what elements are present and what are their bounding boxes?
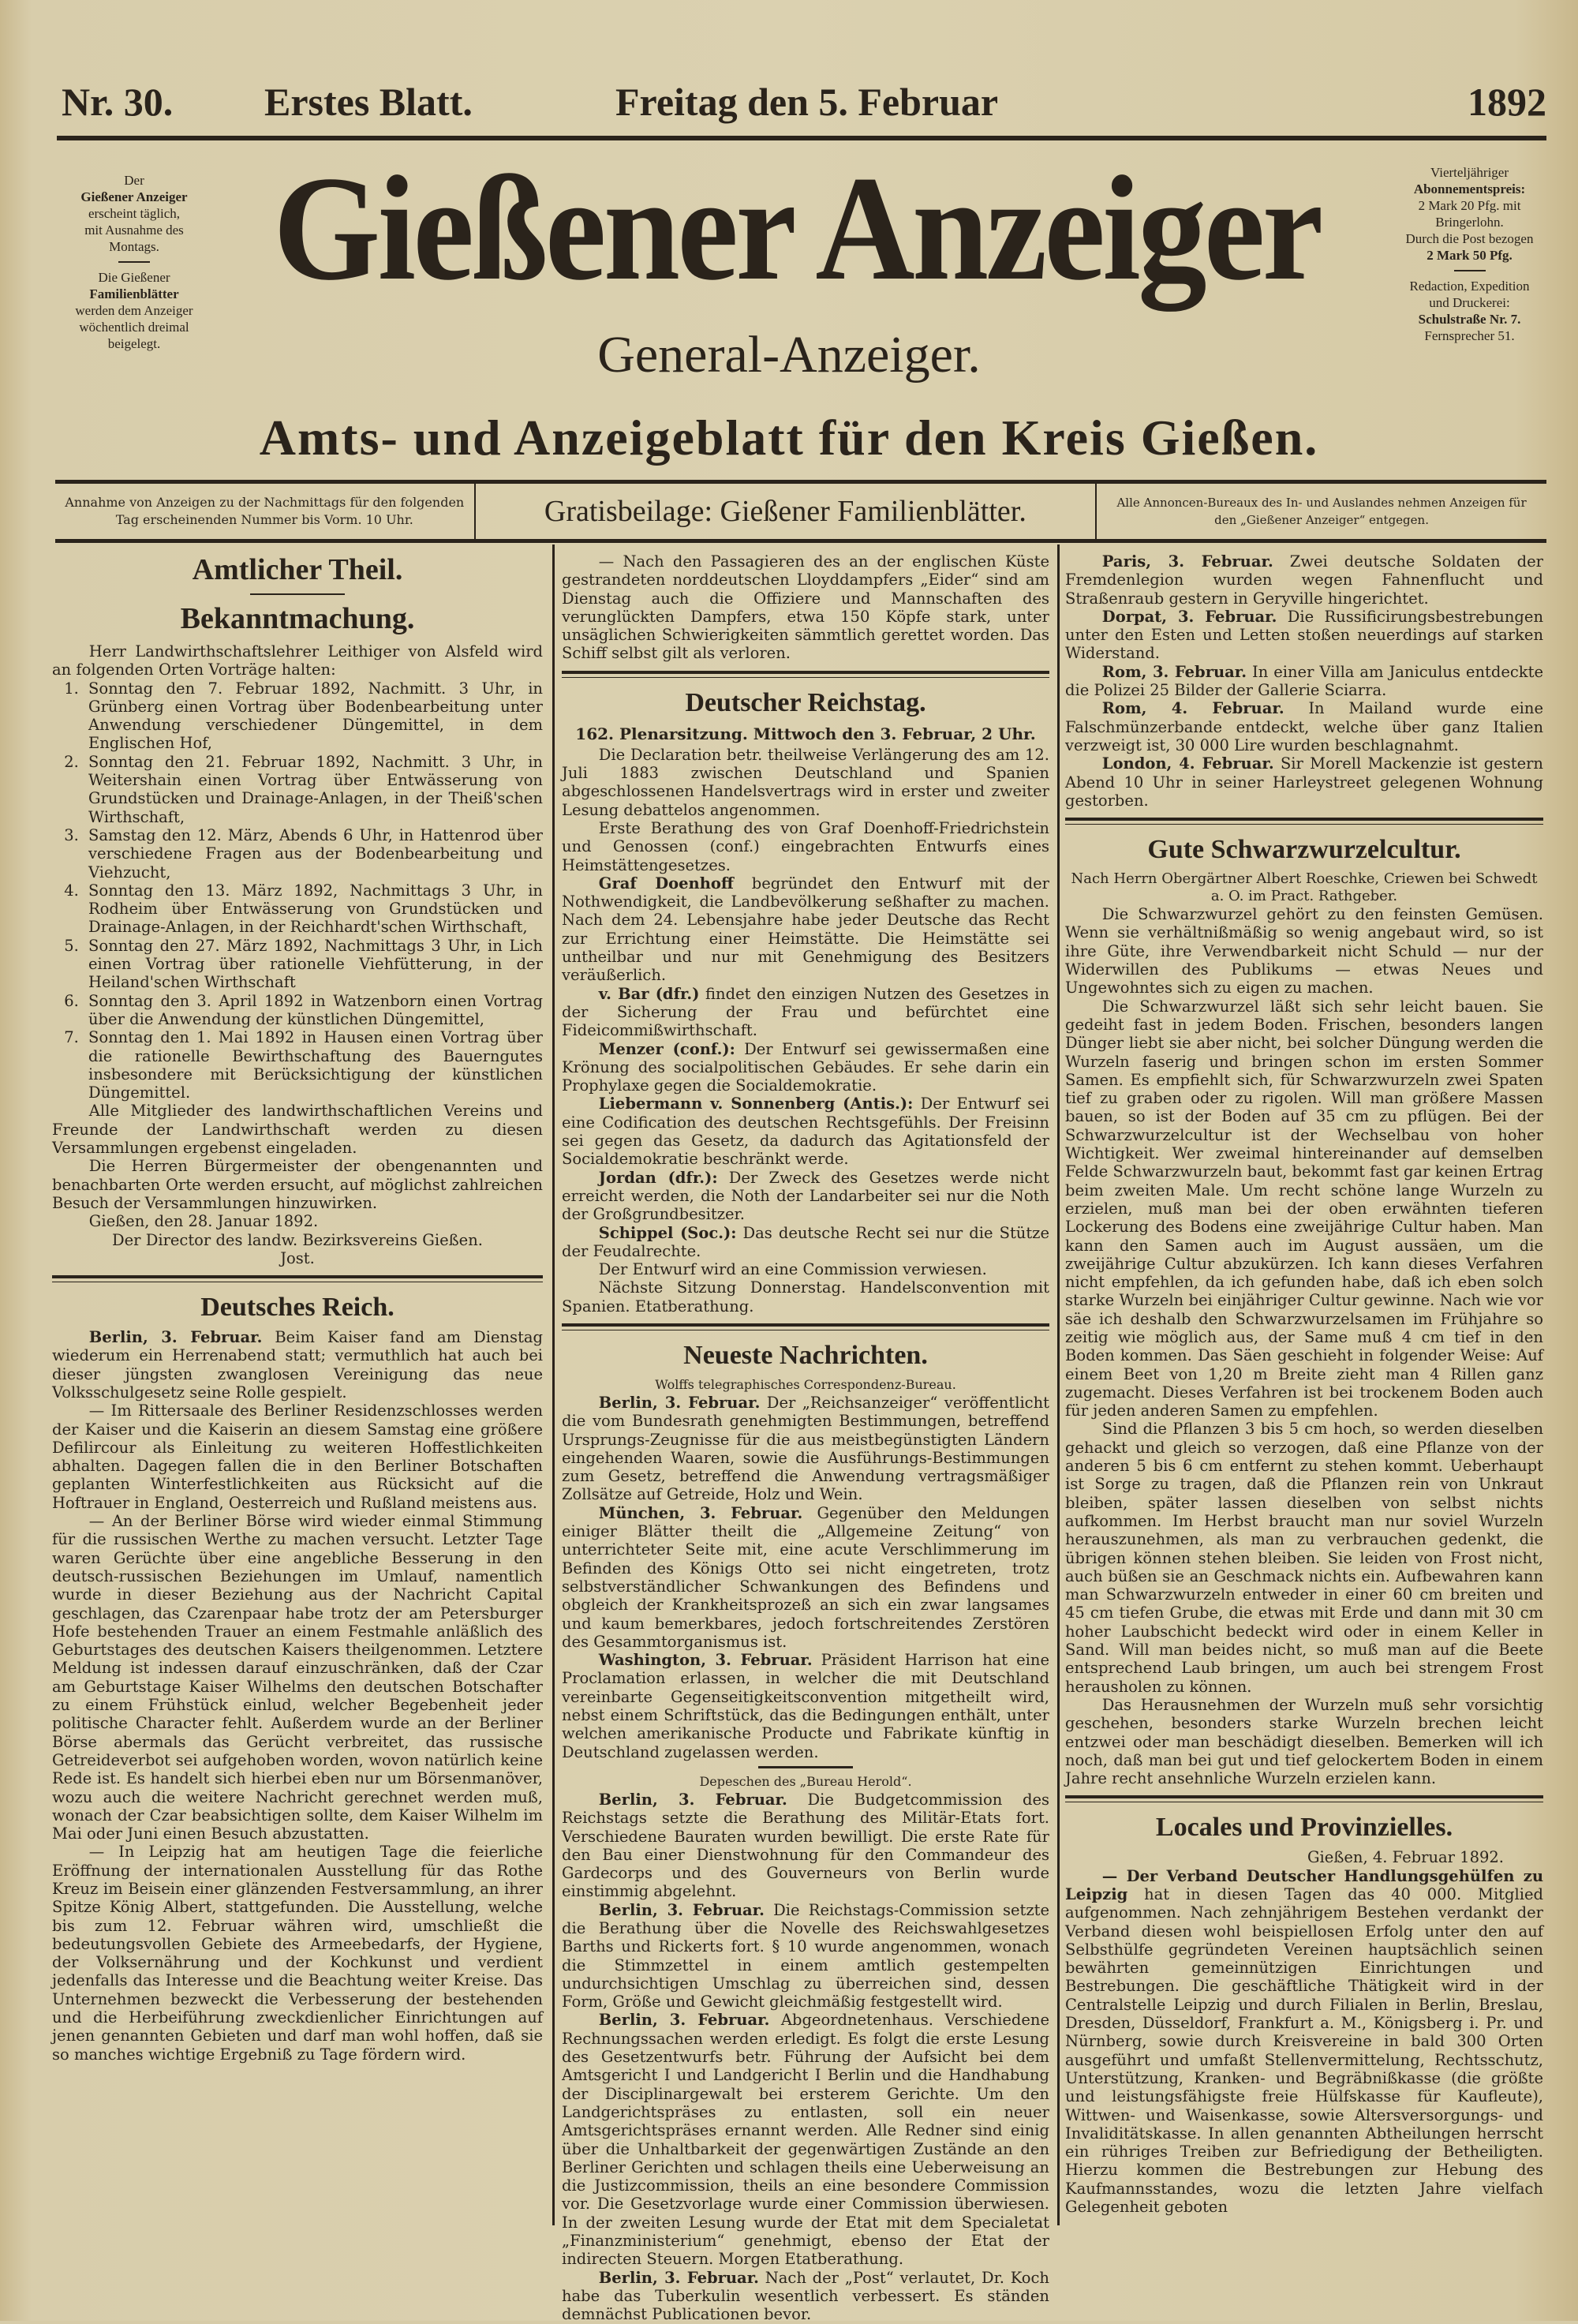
session-line: 162. Plenarsitzung. Mittwoch den 3. Februar, 2 Uhr. (575, 724, 1036, 743)
article: Erste Berathung des von Graf Doenhoff-Friedrichstein und Genossen (conf.) eingebrachten Entwurfs eines Heimstättengesetzes. (562, 818, 1049, 874)
dateline: Rom, 3. Februar. (1101, 662, 1247, 681)
notice-bar (55, 480, 1546, 543)
list-item: 6. Sonntag den 3. April 1892 in Watzenborn einen Vortrag über die Anwendung der künstlichen Düngemittel, (84, 992, 543, 1029)
info-line: Abonnementspreis: (1413, 182, 1526, 196)
speaker: v. Bar (dfr.) (598, 984, 700, 1003)
notice-ad-deadline: Annahme von Anzeigen zu der Nachmittags für den folgenden Tag erscheinenden Nummer bis Vorm. 10 Uhr. (55, 484, 476, 539)
dateline: Berlin, 3. Februar. (598, 2268, 759, 2287)
article (1065, 552, 1543, 608)
dateline: Berlin, 3. Februar. (598, 1393, 761, 1412)
newspaper-tagline: Amts- und Anzeigeblatt für den Kreis Gießen. (259, 410, 1319, 466)
right-info-box (1389, 164, 1550, 344)
article: — Nach den Passagieren des an der englischen Küste gestrandeten norddeutschen Lloyddampfers „Eider“ sind am Dienstag auch die Offiziere und Mannschaften des verunglückten Dampfers, etwa 150 Köpfe stark, unter unsäglichen Schwierigkeiten sämmtlich gerettet worden. Das Schiff selbst gilt als verloren. (562, 552, 1049, 663)
speaker: Schippel (Soc.): (598, 1223, 737, 1242)
article-text: Das deutsche Recht sei nur die Stütze der Feudalrechte. (562, 1223, 1049, 1260)
article (562, 985, 1049, 1040)
column-divider (552, 545, 555, 2225)
article: — An der Berliner Börse wird wieder einmal Stimmung für die russischen Werthe zu machen versucht. Letzter Tage waren Gerüchte über eine angebliche Besserung in den deutsch-russischen Beziehungen im Umlauf, namentlich wurde in dieser Beziehung aus der Nachricht Capital geschlagen, das Czarenpaar habe trotz der am Petersburger Hofe bestehenden Trauer an einem Festmahle anläßlich des Geburtstages des deutschen Kaisers theilgenommen. Letztere Meldung ist indessen darauf einzuschränken, daß der Czar am Geburtstage Kaiser Wilhelms den deutschen Botschafter zu einem Frühstück einlud, welcher Begebenheit jeder politische Character fehlt. Außerdem wurde an der Berliner Börse abermals das Gerücht verbreitet, das russische Getreideverbot sei aufgehoben worden, wovon natürlich keine Rede ist. Es handelt sich hierbei eben nur um Börsenmanöver, wozu auch die weitere Nachricht gerechnet werden muß, wonach der Czar beabsichtigen sollte, dem Kaiser Wilhelm im Mai oder Juni einen Besuch abzustatten. (52, 1512, 543, 1843)
article (1065, 608, 1543, 663)
info-line: Bringerlohn. (1435, 215, 1504, 230)
article (562, 1224, 1049, 1261)
column-1 (52, 546, 543, 2064)
notice-ad-agencies: Alle Annoncen-Bureaux des In- und Auslandes nehmen Anzeigen für den „Gießener Anzeiger“ entgegen. (1116, 496, 1527, 527)
article: Der Entwurf wird an eine Commission verwiesen. (598, 1260, 987, 1279)
news-source: Wolffs telegraphisches Correspondenz-Bureau. (655, 1376, 956, 1392)
dateline: Berlin, 3. Februar. (598, 1790, 787, 1809)
section-rule (52, 1275, 543, 1282)
info-line: Schulstraße Nr. 7. (1418, 312, 1521, 327)
info-line: werden dem Anzeiger (75, 303, 193, 318)
article-text: Die Reichstags-Commission setzte die Berathung über die Novelle des Reichswahlgesetzes Barths und Rickerts fort. § 10 wurde angenommen, wonach die Stimmzettel in einem amtlich gestempelten undurchsichtigen Umschlag zu überreichen sind, dessen Form, Größe und Gewicht gleichmäßig festgestellt wird. (562, 1900, 1049, 2012)
info-line: 2 Mark 20 Pfg. mit (1418, 198, 1521, 213)
dateline: London, 4. Februar. (1101, 754, 1274, 773)
info-line: erscheint täglich, (88, 206, 181, 221)
speaker: Jordan (dfr.): (598, 1168, 718, 1187)
info-line: Die Gießener (98, 270, 170, 285)
info-line: Familienblätter (89, 286, 179, 301)
section-heading-local: Locales und Provinzielles. (1155, 1813, 1453, 1843)
info-line: mit Ausnahme des (84, 223, 184, 238)
section-heading-reichstag: Deutscher Reichstag. (685, 687, 926, 717)
article (562, 1504, 1049, 1651)
section-heading-reich: Deutsches Reich. (200, 1293, 394, 1323)
paragraph: Herr Landwirthschaftslehrer Leithiger von Alsfeld wird an folgenden Orten Vorträge halten: (52, 642, 543, 679)
article (52, 1328, 543, 1402)
info-line: Durch die Post bezogen (1405, 231, 1534, 246)
news-source: Depeschen des „Bureau Herold“. (699, 1773, 912, 1789)
section-heading-official: Amtlicher Theil. (192, 553, 403, 586)
dateline: Washington, 3. Februar. (598, 1651, 813, 1670)
newspaper-title: Gießener Anzeiger (273, 146, 1321, 312)
article (1065, 754, 1543, 810)
info-line: Redaction, Expedition (1409, 279, 1530, 294)
list-item: 7. Sonntag den 1. Mai 1892 in Hausen einen Vortrag über die rationelle Bewirthschaftung des Bauerngutes insbesondere mit Berücksichtigung der künstlichen Düngemittel. (84, 1028, 543, 1102)
column-3 (1065, 546, 1543, 2216)
signature-role: Der Director des landw. Bezirksvereins Gießen. (112, 1230, 483, 1249)
speaker: Liebermann v. Sonnenberg (Antis.): (598, 1095, 914, 1113)
issue-year: 1892 (1468, 80, 1546, 124)
article-text: Sir Morell Mackenzie ist gestern Abend 10 Uhr in seiner Harleystreet gelegenen Wohnung gestorben. (1065, 754, 1543, 810)
article (562, 1791, 1049, 1901)
article-text: begründet den Entwurf mit der Nothwendigkeit, die Landbevölkerung seßhafter zu machen. Nach dem 24. Lebensjahre habe jeder Deutsche das Recht zur Errichtung einer Heimstätte. Die Heimstätte sei untheilbar und nur mit Genehmigung des Besitzers veräußerlich. (562, 874, 1049, 985)
paragraph: Alle Mitglieder des landwirthschaftlichen Vereins und Freunde der Landwirthschaft werden zu diesen Versammlungen ergebenst eingeladen. (52, 1102, 543, 1158)
article-text: Präsident Harrison hat eine Proclamation erlassen, in welcher die mit Deutschland vereinbarte Gegenseitigkeitsconvention mitgetheilt wird, nebst einem Schriftstück, das die Bedingungen enthält, unter welchen amerikanische Producte und Fabrikate künftig in Deutschland zugelassen werden. (562, 1651, 1049, 1761)
column-2 (562, 546, 1049, 2324)
article-text: Beim Kaiser fand am Dienstag wiederum ein Herrenabend statt; vermuthlich hat auch bei dieser jüngsten zwanglosen Vereinigung das neue Volksschulgesetz seine Rolle gespielt. (52, 1328, 544, 1402)
dateline: Paris, 3. Februar. (1101, 552, 1273, 571)
article (562, 1040, 1049, 1095)
article (562, 1095, 1049, 1168)
dateline: Berlin, 3. Februar. (598, 2011, 770, 2030)
divider (118, 261, 150, 263)
article (562, 1169, 1049, 1224)
info-line: Vierteljähriger (1430, 165, 1509, 180)
info-line: und Druckerei: (1429, 295, 1510, 310)
section-rule (562, 1323, 1049, 1330)
section-rule (1065, 818, 1543, 825)
list-item: 1. Sonntag den 7. Februar 1892, Nachmitt. 3 Uhr, in Grünberg einen Vortrag über Bodenbearbeitung unter Anwendung verschiedener Düngemittel, in dem Englischen Hof, (84, 679, 543, 753)
article (562, 1394, 1049, 1504)
header-rule (57, 136, 1546, 140)
notice-title: Bekanntmachung. (180, 602, 415, 635)
section-heading-news: Neueste Nachrichten. (683, 1340, 928, 1370)
dateline: Dorpat, 3. Februar. (1101, 607, 1277, 626)
list-item: 3. Samstag den 12. März, Abends 6 Uhr, in Hattenrod über verschiedene Fragen aus der Bodenbearbeitung und Viehzucht, (84, 826, 543, 881)
article (562, 1901, 1049, 2012)
section-rule (1065, 1795, 1543, 1802)
section-rule (562, 671, 1049, 678)
dateline: Rom, 4. Februar. (1101, 699, 1284, 718)
article: — In Leipzig hat am heutigen Tage die feierliche Eröffnung der internationalen Ausstellung für das Rothe Kreuz im Beisein einer glänzenden Festversammlung, an ihrer Spitze König Albert, stattgefunden. Die Ausstellung, welche bis zum 12. Februar währen wird, umschließt die bedeutungsvollen Gebiete des Armeebedarfs, der Hygiene, der Volksernährung und der Kochkunst und verdient jedenfalls das Interesse und die Beachtung weiter Kreise. Das Unternehmen bezweckt die Verbesserung der bestehenden und die Herbeiführung zweckdienlicher Einrichtungen auf jenen genannten Gebieten und darf man wohl hoffen, daß sie so manches wichtige Ergebniß zu Tage fördern wird. (52, 1843, 543, 2064)
article-text: Gegenüber den Meldungen einiger Blätter theilt die „Allgemeine Zeitung“ von unterrichteter Seite mit, eine acute Verschlimmerung im Befinden des Königs Otto sei nicht eingetreten, trotz selbstverständlicher Schwankungen des Befindens und obgleich der Krankheitsprozeß an sich ein zwar langsames und kaum bemerkbares, jedoch fortschreitendes Zerstören des Gesammtorganismus ist. (562, 1503, 1049, 1651)
lecture-list (52, 679, 543, 1102)
dateline: Berlin, 3. Februar. (88, 1328, 263, 1347)
place-date: Gießen, den 28. Januar 1892. (88, 1212, 319, 1231)
info-line: Montags. (109, 239, 159, 254)
divider (1454, 270, 1486, 271)
article: Das Herausnehmen der Wurzeln muß sehr vorsichtig geschehen, besonders starke Wurzeln brechen leicht entzwei oder man beschädigt dieselben. Bemerken will ich noch, daß man bei gut und tief gelockertem Boden in einem Jahre recht ansehnliche Wurzeln erzielen kann. (1065, 1695, 1543, 1788)
article-source: Nach Herrn Obergärtner Albert Roeschke, Criewen bei Schwedt a. O. im Pract. Rathgeber. (1071, 870, 1538, 905)
list-item: 2. Sonntag den 21. Februar 1892, Nachmitt. 3 Uhr, in Weitershain einen Vortrag über Entwässerung von Grundstücken und Drainage-Anlagen, in der Theiß'schen Wirthschaft, (84, 753, 543, 826)
article (1065, 663, 1543, 700)
article: Die Schwarzwurzel gehört zu den feinsten Gemüsen. Wenn sie verhältnißmäßig so wenig angebaut wird, so ist ihre Güte, ihre Verwendbarkeit nicht Schuld — nur der Widerwillen des Publikums — etwas Neues und Ungewohntes sich zu eigen zu machen. (1065, 905, 1543, 997)
article (562, 1651, 1049, 1761)
issue-line (55, 79, 1546, 134)
divider (758, 1766, 853, 1768)
dateline: Berlin, 3. Februar. (598, 1900, 765, 1919)
local-dateline: Gießen, 4. Februar 1892. (1307, 1848, 1504, 1867)
list-item: 4. Sonntag den 13. März 1892, Nachmittags 3 Uhr, in Rodheim über Entwässerung von Grundstücken und Drainage-Anlagen, in der Reichhardt'schen Wirthschaft, (84, 881, 543, 937)
article-text: Die Budgetcommission des Reichstags setzte die Berathung des Militär-Etats fort. Verschiedene Bauraten wurden bewilligt. Die erste Rate für den Bau einer Dienstwohnung für den Commandeur des Gardecorps und des Gouverneurs von Berlin wurde einstimmig abgelehnt. (562, 1790, 1049, 1901)
issue-date: Freitag den 5. Februar (615, 80, 999, 124)
article: Nächste Sitzung Donnerstag. Handelsconvention mit Spanien. Etatberathung. (562, 1278, 1049, 1315)
info-line: wöchentlich dreimal (79, 320, 189, 335)
paragraph: Die Herren Bürgermeister der obengenannten und benachbarten Orte werden ersucht, auf möglichst zahlreichen Besuch der Versammlungen hinzuwirken. (52, 1157, 543, 1212)
speaker: Graf Doenhoff (598, 874, 734, 893)
article: Sind die Pflanzen 3 bis 5 cm hoch, so werden dieselben gehackt und gleich so verzogen, daß eine Pflanze von der anderen 5 bis 6 cm entfernt zu stehen kommt. Ueberhaupt ist Sorge zu tragen, daß die Pflanzen rein von Unkraut bleiben, später lassen dieselben von selbst nichts aufkommen. Im Herbst braucht man nur soviel Wurzeln herauszunehmen, als man zu verbrauchen gedenkt, die übrigen können stehen bleiben. Sie leiden von Frost nicht, auch büßen sie an Geschmack nichts ein. Aufbewahren kann man Schwarzwurzeln entweder in einer 60 cm breiten und 45 cm tiefen Grube, die etwas mit Erde und dann mit 30 cm hoher Laubschicht bedeckt wird oder in einem Keller in Sand. Will man beides nicht, so muß man auf die Beete entsprechend Laub bringen, um auch bei strengem Frost herausholen zu können. (1065, 1420, 1543, 1696)
speaker: Menzer (conf.): (598, 1039, 735, 1058)
article-text: Abgeordnetenhaus. Verschiedene Rechnungssachen werden erledigt. Es folgt die erste Lesung des Gesetzentwurfs betr. Führung der Aufsicht bei dem Amtsgericht I und Landgericht I Berlin und die Handhabung der Disciplinargewalt bei ersterem Gerichte. Um den Landgerichtspräses zu entlasten, soll ein neuer Amtsgerichtspräses ernannt werden. Alle Redner sind einig über die Unhaltbarkeit der gegenwärtigen Zustände an den Berliner Gerichten und schlagen theils eine Ueberweisung an die Justizcommission, theils an eine besondere Commission vor. Die Gesetzvorlage wurde einer Commission überwiesen. In der zweiten Lesung wurde der Etat mit dem Specialetat „Finanzministerium“ genehmigt, ebenso der Etat der indirecten Steuern. Morgen Etatberathung. (562, 2011, 1049, 2269)
article-text: Der Entwurf sei gewissermaßen eine Krönung des socialpolitischen Gebäudes. Er sehe darin ein Prophylaxe gegen die Socialdemokratie. (562, 1039, 1049, 1095)
sheet-label: Erstes Blatt. (264, 80, 473, 124)
article-text: findet den einzigen Nutzen des Gesetzes in der Sicherung der Frau und befürchtet eine Fideicommißwirthschaft. (562, 984, 1049, 1040)
column-divider (1057, 545, 1060, 2225)
article (562, 874, 1049, 985)
section-heading-garden: Gute Schwarzwurzelcultur. (1147, 835, 1461, 865)
article-text: Der „Reichsanzeiger“ veröffentlicht die vom Bundesrath genehmigten Bestimmungen, betreffend Ursprungs-Zeugnisse für die aus meistbegünstigten Ländern eingehenden Waaren, sowie die Ausführungs-Bestimmungen zum Gesetz, betreffend die Anwendung vertragsmäßiger Zollsätze auf Getreide, Holz und Wein. (562, 1393, 1049, 1504)
list-item: 5. Sonntag den 27. März 1892, Nachmittags 3 Uhr, in Lich einen Vortrag über rationelle Viehfütterung, in der Heiland'schen Wirthschaft (84, 937, 543, 992)
article (1065, 1867, 1543, 2217)
article-text: Der Entwurf sei eine Codification des deutschen Rechtsgefühls. Der Freisinn sei gegen das Gesetz, da dadurch das Agitationsfeld der Socialdemokratie beschränkt werde. (562, 1095, 1050, 1169)
info-line: Der (124, 173, 144, 188)
article: Die Declaration betr. theilweise Verlängerung des am 12. Juli 1883 zwischen Deutschland und Spanien abgeschlossenen Handelsvertrags wird in erster und zweiter Lesung debattelos angenommen. (562, 745, 1049, 819)
info-line: 2 Mark 50 Pfg. (1427, 248, 1513, 263)
article-text: Nach der „Post“ verlautet, Dr. Koch habe das Tuberkulin wesentlich verbessert. Es ständen demnächst Publicationen bevor. (562, 2268, 1049, 2324)
article-text: In einer Villa am Janiculus entdeckte die Polizei 25 Bilder der Gallerie Sciarra. (1065, 662, 1543, 700)
article-text: Zwei deutsche Soldaten der Fremdenlegion wurden wegen Fahnenflucht und Straßenraub gestern in Geryville hingerichtet. (1065, 552, 1543, 608)
article (562, 2011, 1049, 2268)
info-line: beigelegt. (107, 336, 161, 351)
article-lead: — Der Verband Deutscher Handlungsgehülfen zu Leipzig (1065, 1866, 1543, 1903)
article-text: Der Zweck des Gesetzes werde nicht erreicht werden, die Noth der Landarbeiter sei nur die Noth der Großgrundbesitzer. (562, 1168, 1049, 1224)
article (562, 2269, 1049, 2324)
info-line: Fernsprecher 51. (1424, 328, 1515, 343)
divider (250, 593, 345, 595)
info-line: Gießener Anzeiger (80, 189, 188, 204)
article-text: Die Russificirungsbestrebungen unter den Esten und Letten stoßen neuerdings auf starken Widerstand. (1065, 607, 1543, 663)
dateline: München, 3. Februar. (598, 1503, 803, 1522)
signature-name: Jost. (280, 1248, 315, 1267)
article-text: In Mailand wurde eine Falschmünzerbande entdeckt, welche über ganz Italien verzweigt ist, 30 000 Lire wurden beschlagnahmt. (1065, 699, 1543, 754)
issue-number: Nr. 30. (62, 80, 174, 124)
article-text: hat in diesen Tagen das 40 000. Mitglied aufgenommen. Nach zehnjährigem Bestehen verdankt der Verband diesen wohl beispiellosen Erfolg unter den auf Selbsthülfe gegründeten Vereinen hauptsächlich seinen bewährten gemeinnützigen Einrichtungen und Bestrebungen. Die geschäftliche Thätigkeit wird in der Centralstelle Leipzig und durch Filialen in Berlin, Breslau, Dresden, Düsseldorf, Frankfurt a. M., Königsberg i. Pr. und Nürnberg, sowie durch Kreisvereine in bald 300 Orten ausgeführt und umfaßt Stellenvermittelung, Rechtsschutz, Unterstützung, Kranken- und Begräbnißkasse (die größte und leistungsfähigste freie Hülfskasse für Kaufleute), Wittwen- und Waisenkasse, sowie Altersversorgungs- und Invaliditätskasse. In allen genannten Abtheilungen herrscht ein rühriges Treiben zur Befriedigung der Betheiligten. Hierzu kommen die Bestrebungen zur Hebung des Kaufmannsstandes, wozu die letzten Jahre vielfach Gelegenheit geboten (1065, 1885, 1543, 2217)
left-info-box (55, 172, 213, 352)
article: — Im Rittersaale des Berliner Residenzschlosses werden der Kaiser und die Kaiserin an diesem Samstag eine größere Defilircour als Einleitung zu weiteren Hoffestlichkeiten abhalten. Dagegen fallen die in den Berliner Botschaften geplanten Winterfestlichkeiten aus Rücksicht auf die Hoftrauer in England, Oesterreich und Rußland meistens aus. (52, 1402, 543, 1512)
article (1065, 699, 1543, 754)
newspaper-subtitle: General-Anzeiger. (597, 326, 981, 384)
article: Die Schwarzwurzel läßt sich sehr leicht bauen. Sie gedeiht fast in jedem Boden. Frischen, besonders langen Dünger liebt sie aber nicht, bei solcher Düngung werden die Wurzeln faserig und bringen schon im ersten Sommer Samen. Es empfiehlt sich, für Schwarzwurzeln zwei Spaten tief zu graben oder zu rigolen. Will man größere Massen bauen, so ist der Boden auf 35 cm zu pflügen. Bei der Schwarzwurzelcultur ist der Wechselbau von hoher Wichtigkeit. Wer zweimal hintereinander auf demselben Felde Schwarzwurzeln baut, bekommt fast gar keinen Ertrag beim zweiten Male. Um recht schöne lange Wurzeln zu erzielen, muß man bei der oben erwähnten tieferen Lockerung des Bodens eine zweijährige Cultur haben. Man kann den Samen auch im August aussäen, um die zweijährige Cultur abzukürzen. Ich kann dieses Verfahren nicht empfehlen, da ich gefunden habe, daß ich eben solch starke Wurzeln bei einjähriger Cultur gewinne. Nach wie vor säe ich deshalb den Schwarzwurzelsamen im Frühjahre so zeitig wie möglich aus, der Same muß 4 cm tief in den Boden kommen. Das Säen geschieht in folgender Weise: Auf einem Beet von 1,20 m Breite zieht man 4 Rillen ganz zugemacht. Dieses Verfahren ist bei trockenem Boden auch für jeden anderen Samen zu empfehlen. (1065, 997, 1543, 1420)
notice-supplement: Gratisbeilage: Gießener Familienblätter. (476, 484, 1097, 539)
